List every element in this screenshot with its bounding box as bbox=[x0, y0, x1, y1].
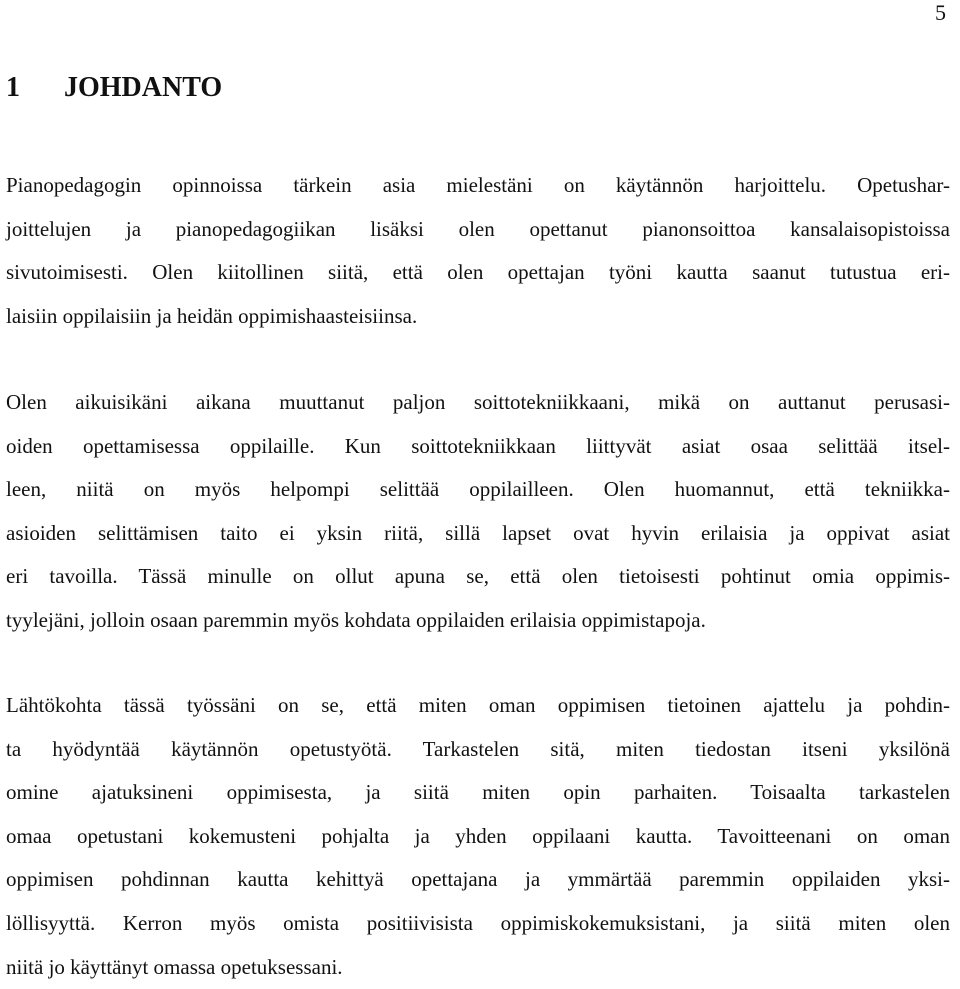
paragraph-3 bbox=[6, 684, 950, 989]
paragraph-line: asioiden selittämisen taito ei yksin riitä, sillä lapset ovat hyvin erilaisia ja oppivat asiat bbox=[6, 520, 950, 545]
chapter-heading bbox=[6, 70, 222, 106]
paragraph-line: leen, niitä on myös helpompi selittää oppilailleen. Olen huomannut, että tekniikka- bbox=[6, 477, 950, 502]
paragraph-line: omaa opetustani kokemusteni pohjalta ja yhden oppilaani kautta. Tavoitteenani on oman bbox=[6, 823, 950, 848]
paragraph-line: niitä jo käyttänyt omassa opetuksessani. bbox=[6, 954, 343, 979]
paragraph-line: Lähtökohta tässä työssäni on se, että miten oman oppimisen tietoinen ajattelu ja pohdin- bbox=[6, 693, 950, 717]
paragraph-line: oppimisen pohdinnan kautta kehittyä opettajana ja ymmärtää paremmin oppilaiden yksi- bbox=[6, 867, 950, 892]
paragraph-line: löllisyyttä. Kerron myös omista positiivisista oppimiskokemuksistani, ja siitä miten olen bbox=[6, 910, 950, 935]
paragraph-line: sivutoimisesti. Olen kiitollinen siitä, että olen opettajan työni kautta saanut tutustua eri- bbox=[6, 260, 950, 285]
chapter-title: JOHDANTO bbox=[64, 72, 223, 103]
paragraph-line: Pianopedagogin opinnoissa tärkein asia mielestäni on käytännön harjoittelu. Opetushar- bbox=[6, 173, 950, 197]
paragraph-line: Olen aikuisikäni aikana muuttanut paljon soittotekniikkaani, mikä on auttanut perusasi- bbox=[6, 390, 950, 414]
paragraph-line: joittelujen ja pianopedagogiikan lisäksi olen opettanut pianonsoittoa kansalaisopistoissa bbox=[6, 216, 950, 241]
page-number: 5 bbox=[935, 0, 946, 25]
chapter-number: 1 bbox=[6, 72, 20, 103]
paragraph-line: tyylejäni, jolloin osaan paremmin myös kohdata oppilaiden erilaisia oppimistapoja. bbox=[6, 607, 706, 632]
paragraph-1 bbox=[6, 164, 950, 338]
paragraph-line: eri tavoilla. Tässä minulle on ollut apuna se, että olen tietoisesti pohtinut omia oppimis- bbox=[6, 564, 950, 589]
paragraph-2 bbox=[6, 381, 950, 643]
paragraph-line: oiden opettamisessa oppilaille. Kun soittotekniikkaan liittyvät asiat osaa selittää itsel- bbox=[6, 433, 950, 458]
paragraph-line: ta hyödyntää käytännön opetustyötä. Tarkastelen sitä, miten tiedostan itseni yksilönä bbox=[6, 736, 950, 761]
paragraph-line: laisiin oppilaisiin ja heidän oppimishaasteisiinsa. bbox=[6, 303, 418, 328]
paragraph-line: omine ajatuksineni oppimisesta, ja siitä miten opin parhaiten. Toisaalta tarkastelen bbox=[6, 780, 950, 805]
